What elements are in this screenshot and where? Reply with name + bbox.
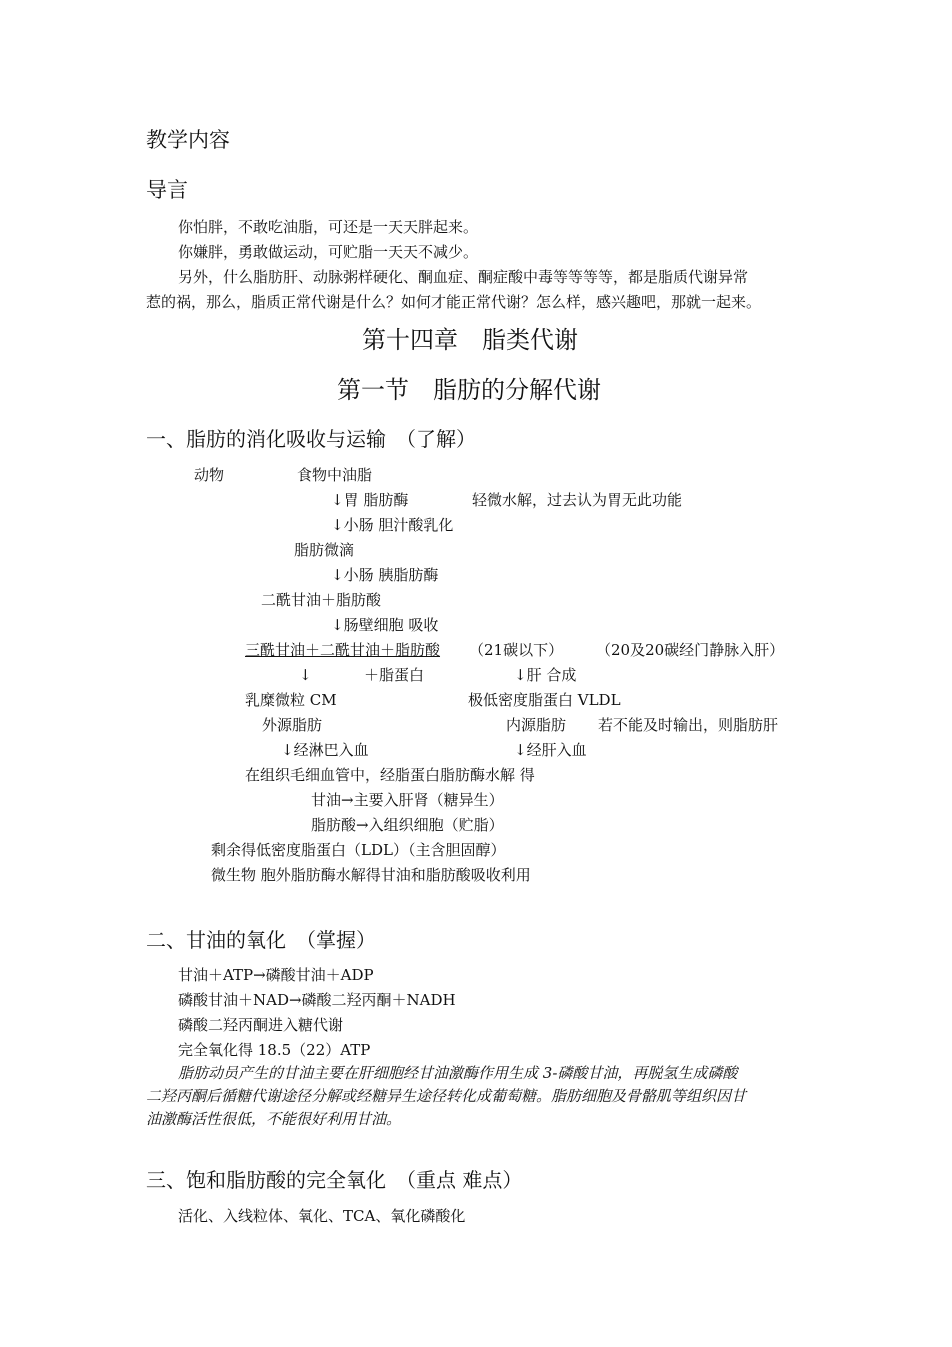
flow-microbe: 微生物 胞外脂肪酶水解得甘油和脂肪酸吸收利用 (211, 866, 531, 884)
intro-paragraph-2: 你嫌胖，勇敢做运动，可贮脂一天天不减少。 (178, 243, 479, 261)
part3-title: 三、饱和脂肪酸的完全氧化 （重点 难点） (146, 1168, 523, 1192)
part3-steps: 活化、入线粒体、氧化、TCA、氧化磷酸化 (178, 1207, 466, 1225)
flow-fat-droplets: 脂肪微滴 (294, 541, 355, 559)
flow-arrow-left: ↓ (299, 666, 312, 684)
flow-intestine-lipase: ↓小肠 胰脂肪酶 (331, 566, 439, 584)
reaction-2: 磷酸甘油＋NAD→磷酸二羟丙酮＋NADH (178, 991, 456, 1009)
flow-intestine-bile: ↓小肠 胆汁酸乳化 (331, 516, 454, 534)
flow-exogenous-fat: 外源脂肪 (262, 716, 323, 734)
flow-endogenous-fat: 内源脂肪 (506, 716, 567, 734)
reaction-1: 甘油＋ATP→磷酸甘油＋ADP (178, 966, 374, 984)
part2-title: 二、甘油的氧化 （掌握） (146, 928, 376, 952)
intro-paragraph-1: 你怕胖，不敢吃油脂，可还是一天天胖起来。 (178, 218, 479, 236)
flow-plus-lipoprotein: ＋脂蛋白 (364, 666, 425, 684)
flow-liver-synthesis: ↓肝 合成 (514, 666, 577, 684)
heading-teaching-content: 教学内容 (146, 128, 230, 152)
flow-portal-vein-note: （20及20碳经门静脉入肝） (596, 641, 785, 659)
flow-absorption: ↓肠壁细胞 吸收 (331, 616, 439, 634)
flow-food-fat: 食物中油脂 (297, 466, 373, 484)
flow-via-lymph: ↓经淋巴入血 (281, 741, 369, 759)
note-line-2: 二羟丙酮后循糖代谢途径分解或经糖异生途径转化成葡萄糖。脂肪细胞及骨骼肌等组织因甘 (146, 1087, 747, 1105)
flow-glycerol-gluconeogenesis: 甘油→主要入肝肾（糖异生） (311, 791, 504, 809)
heading-introduction: 导言 (146, 178, 188, 202)
flow-vldl: 极低密度脂蛋白 VLDL (468, 691, 621, 709)
chapter-title: 第十四章 脂类代谢 (362, 326, 578, 354)
flow-fatty-liver-note: 若不能及时输出，则脂肪肝 (598, 716, 779, 734)
flow-via-liver: ↓经肝入血 (514, 741, 587, 759)
flow-ldl: 剩余得低密度脂蛋白（LDL）（主含胆固醇） (211, 841, 506, 859)
flow-animal: 动物 (194, 466, 225, 484)
flow-stomach: ↓胃 脂肪酶 (331, 491, 409, 509)
intro-paragraph-3-line1: 另外，什么脂肪肝、动脉粥样硬化、酮血症、酮症酸中毒等等等等，都是脂质代谢异常 (178, 268, 749, 286)
flow-chylomicron: 乳糜微粒 CM (245, 691, 337, 709)
intro-paragraph-3-line2: 惹的祸，那么，脂质正常代谢是什么？如何才能正常代谢？怎么样，感兴趣吧，那就一起来。 (146, 293, 762, 311)
note-line-1: 脂肪动员产生的甘油主要在肝细胞经甘油激酶作用生成 3-磷酸甘油，再脱氢生成磷酸 (178, 1064, 738, 1082)
section-title: 第一节 脂肪的分解代谢 (337, 376, 601, 404)
flow-stomach-note: 轻微水解，过去认为胃无此功能 (472, 491, 683, 509)
part1-title: 一、脂肪的消化吸收与运输 （了解） (146, 427, 476, 451)
note-line-3: 油激酶活性很低，不能很好利用甘油。 (146, 1110, 402, 1128)
reaction-3: 磷酸二羟丙酮进入糖代谢 (178, 1016, 344, 1034)
flow-triacylglycerol: 三酰甘油＋二酰甘油＋脂肪酸 (245, 641, 441, 659)
flow-below-21c: （21碳以下） (469, 641, 564, 659)
flow-capillary-hydrolysis: 在组织毛细血管中，经脂蛋白脂肪酶水解 得 (245, 766, 535, 784)
reaction-4: 完全氧化得 18.5（22）ATP (178, 1041, 371, 1059)
flow-diacylglycerol: 二酰甘油＋脂肪酸 (261, 591, 382, 609)
flow-fatty-acid-storage: 脂肪酸→入组织细胞（贮脂） (311, 816, 504, 834)
